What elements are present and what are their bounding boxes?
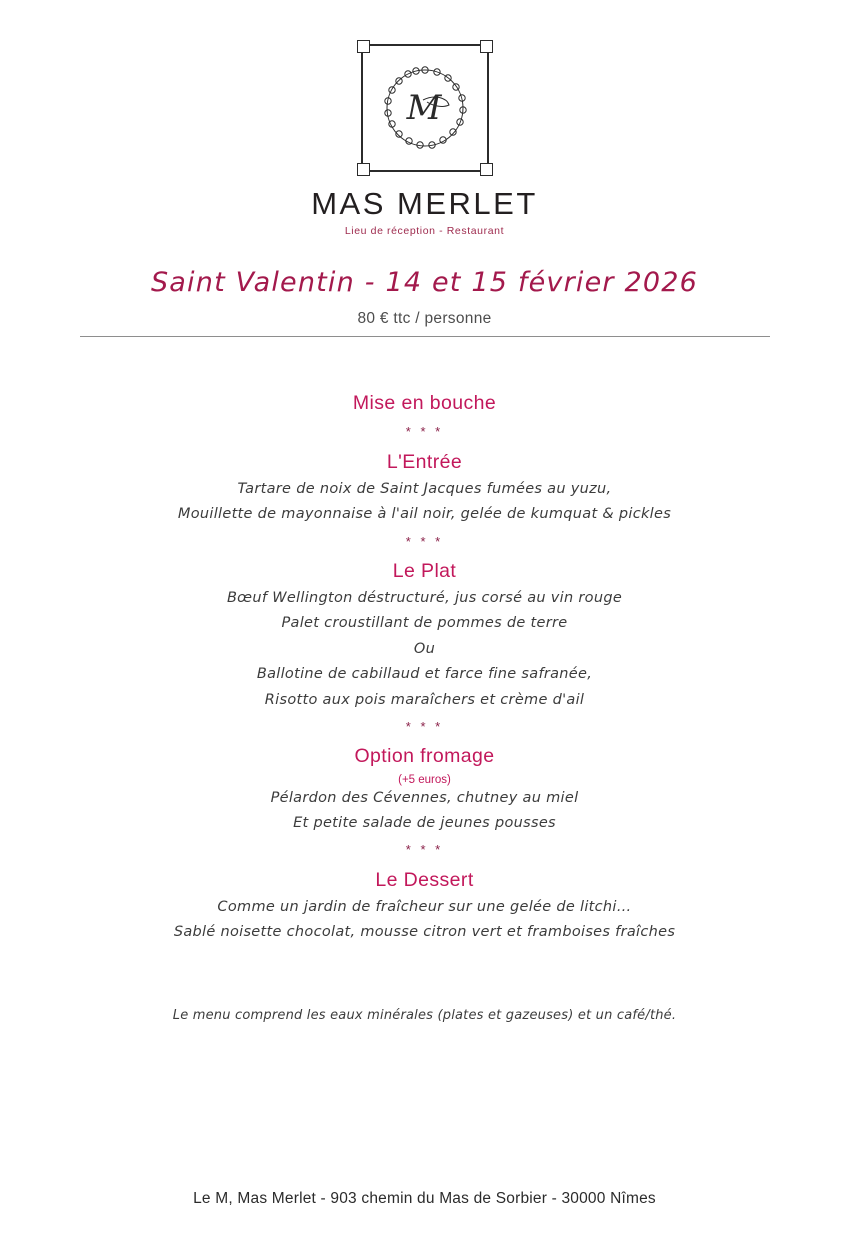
event-title: Saint Valentin - 14 et 15 février 2026	[150, 267, 699, 298]
menu-page	[0, 44, 849, 1244]
section-title: Mise en bouche	[352, 392, 497, 414]
menu-line: Ballotine de cabillaud et farce fine safranée,	[256, 666, 593, 683]
menu-section	[0, 557, 849, 713]
menu-line: Et petite salade de jeunes pousses	[293, 814, 556, 831]
menu-line: Palet croustillant de pommes de terre	[281, 615, 568, 632]
section-separator: * * *	[405, 718, 444, 734]
divider	[80, 336, 770, 337]
logo-frame	[361, 44, 489, 172]
section-separator: * * *	[405, 424, 444, 440]
menu-line: Mouillette de mayonnaise à l'ail noir, gelée de kumquat & pickles	[177, 506, 672, 523]
event-price: 80 € ttc / personne	[357, 310, 492, 327]
brand-name: MAS MERLET	[311, 186, 538, 221]
section-separator: * * *	[405, 533, 444, 549]
menu-line: Pélardon des Cévennes, chutney au miel	[270, 789, 579, 806]
section-title: Option fromage	[354, 745, 495, 768]
frame-corner-icon	[480, 163, 493, 176]
header-block	[0, 267, 849, 337]
frame-corner-icon	[480, 40, 493, 53]
menu-line: Tartare de noix de Saint Jacques fumées au yuzu,	[237, 480, 612, 497]
section-title: Le Plat	[392, 559, 457, 582]
menu-section	[0, 389, 849, 418]
section-title: L'Entrée	[386, 450, 463, 473]
menu-line: Ou	[413, 640, 436, 657]
footer-address: Le M, Mas Merlet - 903 chemin du Mas de Sorbier - 30000 Nîmes	[193, 1190, 656, 1207]
section-separator: * * *	[405, 842, 444, 858]
section-title: Le Dessert	[375, 868, 474, 891]
monogram-letter: M	[406, 88, 443, 128]
menu-line: Sablé noisette chocolat, mousse citron vert et framboises fraîches	[173, 924, 676, 941]
menu-line: Bœuf Wellington déstructuré, jus corsé au vin rouge	[226, 590, 623, 607]
menu-section	[0, 866, 849, 946]
menu-section	[0, 742, 849, 836]
menu-line: Risotto aux pois maraîchers et crème d'ail	[264, 691, 585, 708]
section-subtitle: (+5 euros)	[398, 773, 451, 786]
brand-logo	[0, 44, 849, 237]
wreath-icon	[377, 60, 473, 156]
menu-line: Comme un jardin de fraîcheur sur une gelée de litchi…	[217, 898, 632, 915]
frame-corner-icon	[357, 40, 370, 53]
frame-corner-icon	[357, 163, 370, 176]
menu-note: Le menu comprend les eaux minérales (plates et gazeuses) et un café/thé.	[172, 1007, 677, 1023]
brand-tagline: Lieu de réception - Restaurant	[344, 225, 505, 237]
menu-body	[0, 389, 849, 1023]
menu-section	[0, 448, 849, 528]
